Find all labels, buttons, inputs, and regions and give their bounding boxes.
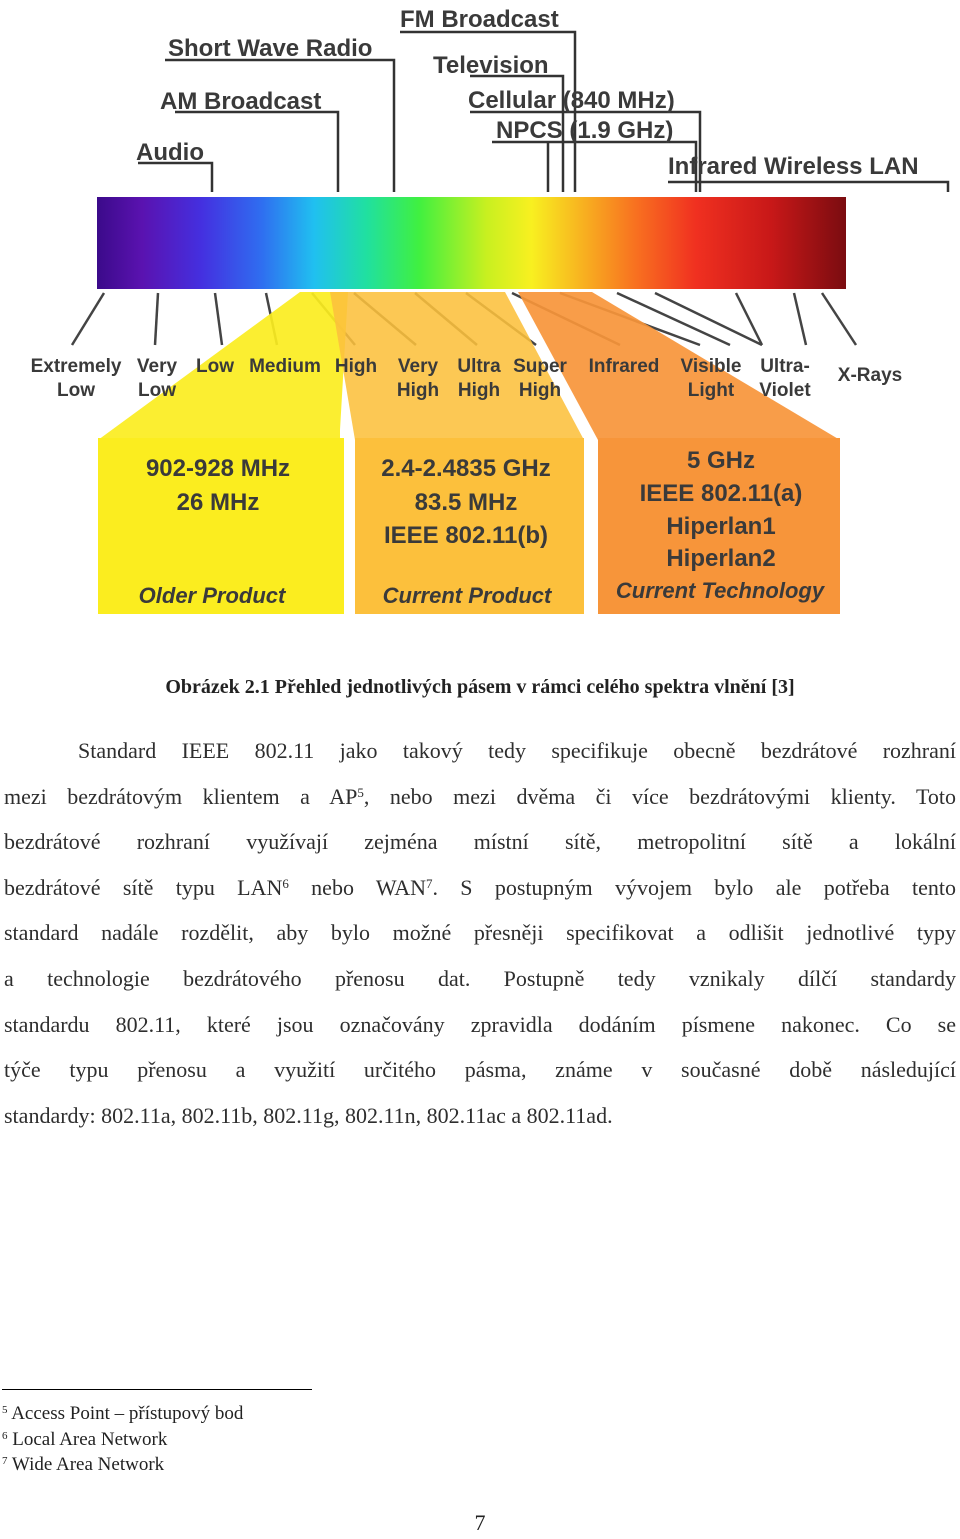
- footnote-ref[interactable]: 6: [282, 875, 289, 891]
- band-label: Low: [196, 356, 234, 377]
- band-label: Extremely: [30, 356, 122, 377]
- current-footer: Current Product: [382, 583, 552, 608]
- footnote-number: 7: [2, 1455, 8, 1467]
- band-label: Medium: [249, 356, 321, 377]
- spectrum-figure: [0, 0, 960, 640]
- band-label: Ultra-: [760, 356, 810, 377]
- text-run: bezdrátové sítě typu LAN: [4, 874, 283, 900]
- band-label: High: [334, 356, 378, 377]
- label-short-wave-radio: Short Wave Radio: [168, 35, 373, 62]
- label-television: Television: [433, 52, 549, 79]
- label-npcs: NPCS (1.9 GHz): [496, 117, 674, 144]
- band-label: Very: [136, 356, 178, 377]
- footnote-number: 6: [2, 1430, 8, 1442]
- footnote-separator: [2, 1389, 312, 1390]
- paragraph-line: a technologie bezdrátového přenosu dat. Postupně tedy vznikaly dílčí standardy: [4, 965, 956, 991]
- footnote-ref[interactable]: 5: [357, 784, 364, 800]
- band-label: Visible: [680, 356, 742, 377]
- text-run: , nebo mezi dvěma či více bezdrátovými klienty. Toto: [363, 783, 956, 809]
- page-number: 7: [474, 1510, 486, 1535]
- paragraph-line: Standard IEEE 802.11 jako takový tedy specifikuje obecně bezdrátové rozhraní: [78, 738, 956, 763]
- technology-line: IEEE 802.11(a): [639, 480, 803, 507]
- paragraph-line: [4, 865, 956, 911]
- text-run: mezi bezdrátovým klientem a AP: [4, 783, 358, 809]
- technology-line: Hiperlan1: [666, 513, 776, 540]
- paragraph-line: týče typu přenosu a využití určitého pásma, známe v současné době následující: [4, 1057, 956, 1083]
- band-label: High: [518, 380, 562, 401]
- band-label: Ultra: [457, 356, 501, 377]
- figure-caption: Obrázek 2.1 Přehled jednotlivých pásem v rámci celého spektra vlnění [3]: [165, 676, 795, 698]
- paragraph-line: standard nadále rozdělit, aby bylo možné přesněji specifikovat a odlišit jednotlivé typy: [4, 920, 956, 946]
- older-line: 902-928 MHz: [145, 455, 291, 482]
- paragraph-line: standardu 802.11, které jsou označovány zpravidla dodáním písmene nakonec. Co se: [4, 1011, 956, 1037]
- footnote-ref[interactable]: 7: [425, 875, 433, 891]
- older-footer: Older Product: [138, 583, 286, 608]
- band-label: Low: [57, 380, 95, 401]
- current-line: 2.4-2.4835 GHz: [381, 455, 551, 482]
- technology-line: 5 GHz: [686, 447, 756, 474]
- top-labels: [136, 6, 919, 180]
- footnote: [2, 1429, 167, 1451]
- footnote: [2, 1454, 164, 1476]
- band-label: Violet: [759, 380, 811, 401]
- label-cellular: Cellular (840 MHz): [468, 87, 675, 114]
- label-infrared-wireless-lan: Infrared Wireless LAN: [668, 153, 919, 180]
- band-label: High: [457, 380, 501, 401]
- current-product-text: [381, 455, 553, 608]
- current-line: 83.5 MHz: [414, 489, 518, 516]
- paragraph-line: standardy: 802.11a, 802.11b, 802.11g, 802.11n, 802.11ac a 802.11ad.: [4, 1102, 613, 1128]
- text-run: nebo WAN: [288, 874, 426, 900]
- band-label: Super: [513, 356, 567, 377]
- technology-footer: Current Technology: [615, 578, 825, 603]
- footnote-number: 5: [2, 1404, 8, 1416]
- older-line: 26 MHz: [176, 489, 260, 516]
- label-audio: Audio: [136, 139, 204, 166]
- body-paragraph: [4, 728, 956, 1138]
- footnote-text: Local Area Network: [12, 1429, 168, 1450]
- paragraph-line: [4, 774, 956, 820]
- band-label: Low: [138, 380, 176, 401]
- technology-line: Hiperlan2: [666, 545, 776, 572]
- current-line: IEEE 802.11(b): [383, 522, 549, 549]
- band-label: Very: [397, 356, 439, 377]
- footnote-text: Wide Area Network: [11, 1454, 165, 1475]
- footnote: [2, 1403, 243, 1425]
- label-am-broadcast: AM Broadcast: [160, 88, 322, 115]
- band-label: Infrared: [588, 356, 660, 377]
- label-fm-broadcast: FM Broadcast: [400, 6, 559, 33]
- band-label: Light: [687, 380, 735, 401]
- band-label: High: [396, 380, 440, 401]
- text-run: . S postupným vývojem bylo ale potřeba tento: [432, 874, 956, 900]
- paragraph-line: bezdrátové rozhraní využívají zejména místní sítě, metropolitní sítě a lokální: [4, 829, 956, 855]
- footnote-text: Access Point – přístupový bod: [11, 1403, 244, 1424]
- spectrum-bar: [97, 197, 846, 289]
- band-label: X-Rays: [837, 365, 903, 386]
